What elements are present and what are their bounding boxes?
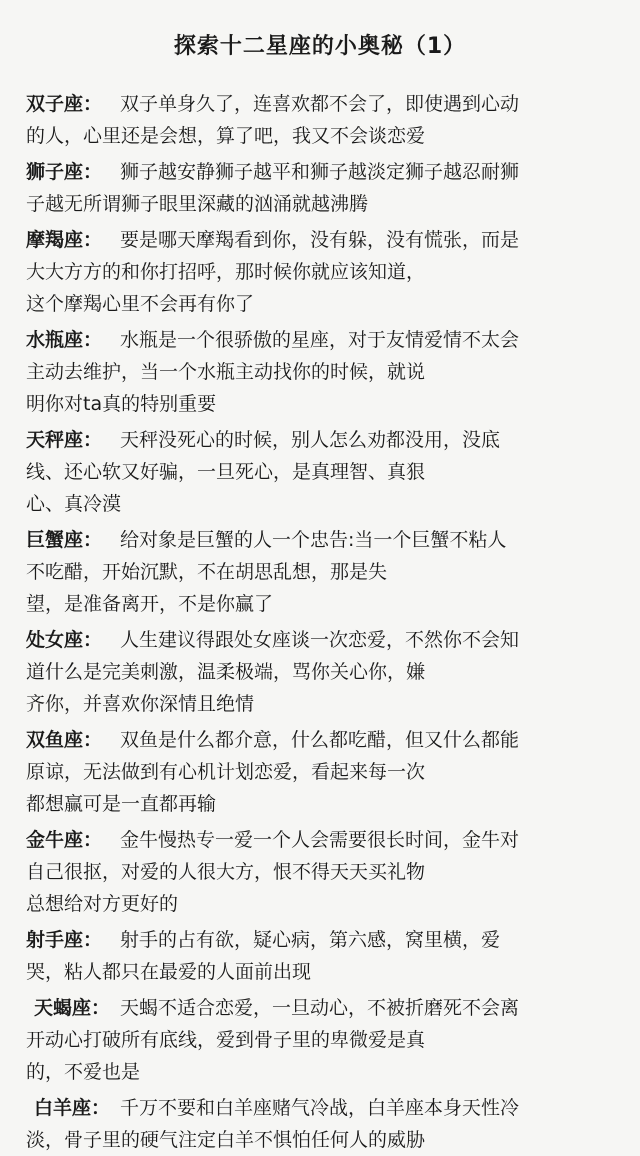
zodiac-description: [26, 624, 614, 720]
zodiac-label: 水瓶座：: [26, 329, 103, 351]
zodiac-entry: [26, 992, 614, 1088]
zodiac-label: 狮子座：: [26, 161, 103, 183]
description-line: 淡，骨子里的硬气注定白羊不惧怕任何人的威胁: [26, 1129, 426, 1151]
zodiac-label: 金牛座：: [26, 829, 103, 851]
description-line: 狮子越安静狮子越平和狮子越淡定狮子越忍耐狮: [120, 161, 520, 183]
description-line: 双鱼是什么都介意，什么都吃醋，但又什么都能: [120, 729, 520, 751]
description-line: 都想赢可是一直都再输: [26, 793, 217, 815]
description-line: 人生建议得跟处女座谈一次恋爱，不然你不会知: [120, 629, 520, 651]
description-line: 要是哪天摩羯看到你，没有躲，没有慌张，而是: [120, 229, 520, 251]
zodiac-label: 射手座：: [26, 929, 103, 951]
zodiac-description: [26, 1092, 614, 1156]
zodiac-label: 白羊座：: [34, 1097, 111, 1119]
zodiac-entry: [26, 824, 614, 920]
description-line: 千万不要和白羊座赌气冷战，白羊座本身天性冷: [120, 1097, 520, 1119]
description-line: 心、真冷漠: [26, 493, 122, 515]
description-line: 射手的占有欲，疑心病，第六感，窝里横，爱: [120, 929, 501, 951]
description-line: 哭，粘人都只在最爱的人面前出现: [26, 961, 312, 983]
zodiac-entry: [26, 324, 614, 420]
description-line: 自己很抠，对爱的人很大方，恨不得天天买礼物: [26, 861, 426, 883]
zodiac-label: 巨蟹座：: [26, 529, 103, 551]
description-line: 的人，心里还是会想，算了吧，我又不会谈恋爱: [26, 125, 426, 147]
description-line: 道什么是完美刺激，温柔极端，骂你关心你，嫌: [26, 661, 426, 683]
description-line: 双子单身久了，连喜欢都不会了，即使遇到心动: [120, 93, 520, 115]
description-line: 给对象是巨蟹的人一个忠告:当一个巨蟹不粘人: [120, 529, 507, 551]
description-line: 开动心打破所有底线，爱到骨子里的卑微爱是真: [26, 1029, 426, 1051]
zodiac-entry: [26, 88, 614, 152]
description-line: 齐你，并喜欢你深情且绝情: [26, 693, 255, 715]
page-title: 探索十二星座的小奥秘（1）: [173, 34, 467, 59]
description-line: 子越无所谓狮子眼里深藏的汹涌就越沸腾: [26, 193, 369, 215]
zodiac-entry: [26, 524, 614, 620]
zodiac-label: 双鱼座：: [26, 729, 103, 751]
description-line: 明你对ta真的特别重要: [26, 393, 217, 415]
zodiac-label: 天蝎座：: [34, 997, 111, 1019]
description-line: 金牛慢热专一爱一个人会需要很长时间，金牛对: [120, 829, 520, 851]
description-line: 这个摩羯心里不会再有你了: [26, 293, 255, 315]
description-line: 天蝎不适合恋爱，一旦动心，不被折磨死不会离: [120, 997, 520, 1019]
zodiac-entry: [26, 924, 614, 988]
description-line: 水瓶是一个很骄傲的星座，对于友情爱情不太会: [120, 329, 520, 351]
zodiac-entry: [26, 724, 614, 820]
description-line: 大大方方的和你打招呼，那时候你就应该知道，: [26, 261, 426, 283]
zodiac-entry: [26, 624, 614, 720]
zodiac-label: 天秤座：: [26, 429, 103, 451]
description-line: 原谅，无法做到有心机计划恋爱，看起来每一次: [26, 761, 426, 783]
description-line: 的，不爱也是: [26, 1061, 141, 1083]
zodiac-label: 双子座：: [26, 93, 103, 115]
description-line: 总想给对方更好的: [26, 893, 179, 915]
zodiac-entry: [26, 156, 614, 220]
description-line: 不吃醋，开始沉默，不在胡思乱想，那是失: [26, 561, 388, 583]
zodiac-label: 处女座：: [26, 629, 103, 651]
zodiac-entry: [26, 224, 614, 320]
zodiac-entry: [26, 1092, 614, 1156]
description-line: 线、还心软又好骗，一旦死心，是真理智、真狠: [26, 461, 426, 483]
description-line: 天秤没死心的时候，别人怎么劝都没用，没底: [120, 429, 501, 451]
zodiac-label: 摩羯座：: [26, 229, 103, 251]
zodiac-list: [26, 88, 614, 1156]
description-line: 主动去维护，当一个水瓶主动找你的时候，就说: [26, 361, 426, 383]
zodiac-entry: [26, 424, 614, 520]
description-line: 望，是准备离开，不是你赢了: [26, 593, 274, 615]
